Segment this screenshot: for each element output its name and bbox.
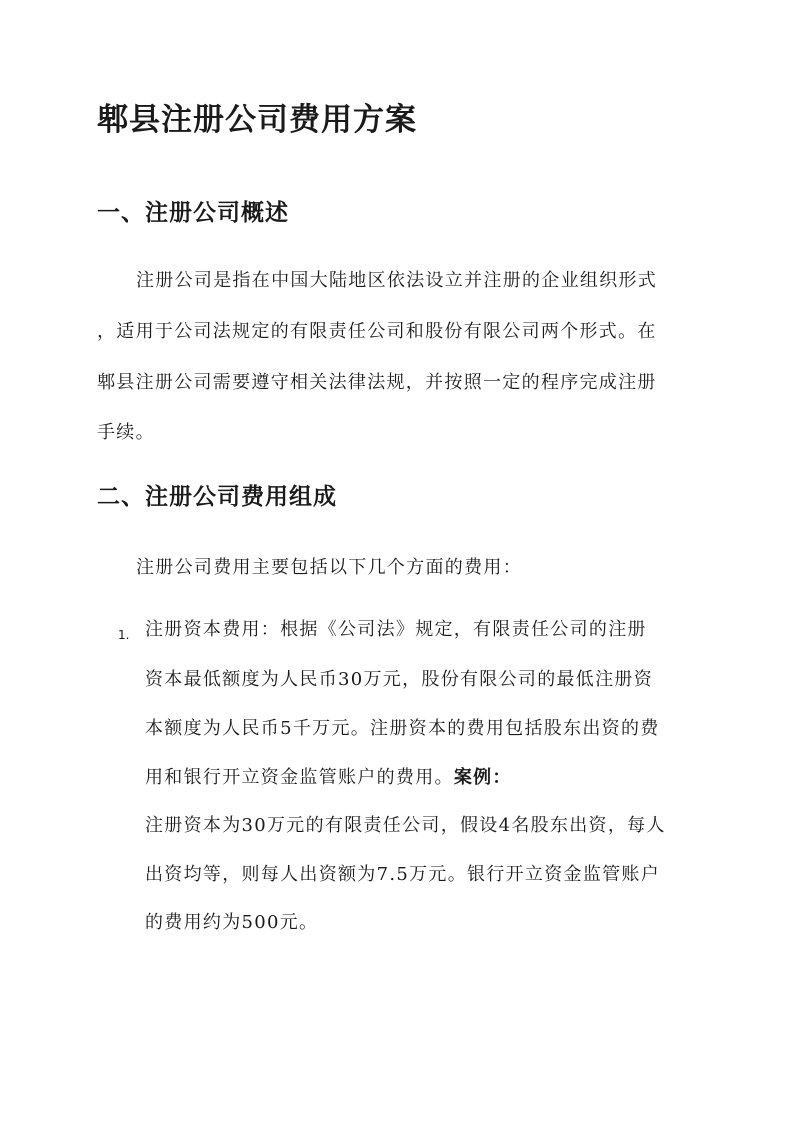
overview-line: 郫县注册公司需要遵守相关法律法规，并按照一定的程序完成注册 — [97, 372, 657, 393]
overview-line: 注册公司是指在中国大陆地区依法设立并注册的企业组织形式 — [136, 270, 658, 291]
list-item-text: 用和银行开立资金监管账户的费用。 — [145, 767, 454, 788]
case-line: 的费用约为500元。 — [145, 912, 319, 933]
section-heading-fees: 二、注册公司费用组成 — [97, 483, 337, 510]
case-line: 注册资本为30万元的有限责任公司，假设4名股东出资，每人 — [145, 815, 666, 836]
fees-intro: 注册公司费用主要包括以下几个方面的费用： — [136, 557, 522, 578]
overview-line: ，适用于公司法规定的有限责任公司和股份有限公司两个形式。在 — [97, 321, 657, 342]
overview-line: 手续。 — [97, 422, 155, 443]
case-line: 出资均等，则每人出资额为7.5万元。银行开立资金监管账户 — [145, 864, 661, 885]
list-item-line: 本额度为人民币5千万元。注册资本的费用包括股东出资的费 — [145, 718, 660, 739]
list-item-number: 1. — [118, 628, 130, 642]
list-item-line — [145, 763, 512, 793]
list-item-line: 资本最低额度为人民币30万元，股份有限公司的最低注册资 — [145, 669, 654, 690]
case-label: 案例： — [453, 767, 512, 788]
document-title: 郫县注册公司费用方案 — [97, 102, 417, 138]
section-heading-overview: 一、注册公司概述 — [97, 199, 289, 226]
list-item-line: 注册资本费用：根据《公司法》规定，有限责任公司的注册 — [145, 619, 647, 640]
